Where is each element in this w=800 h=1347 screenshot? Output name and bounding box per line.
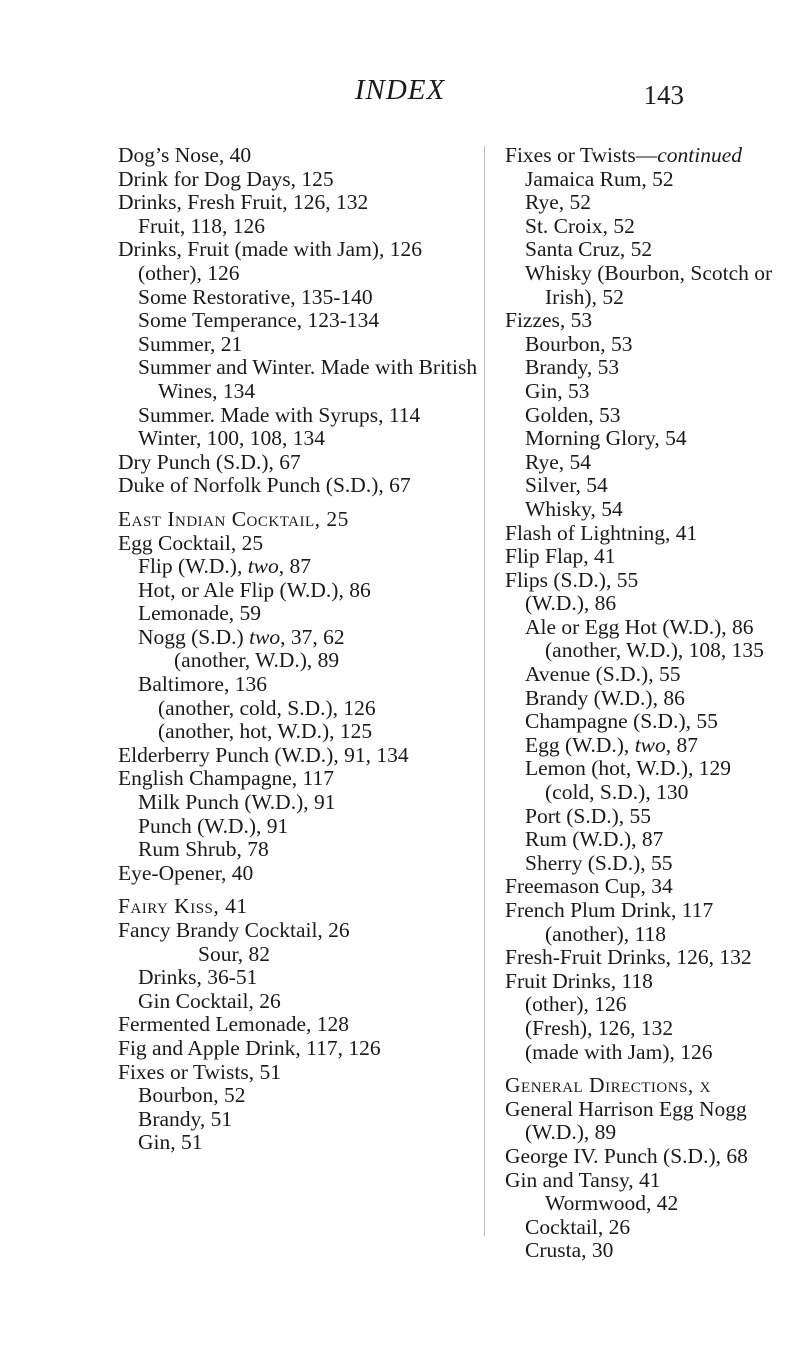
entry-text: Flip (W.D.), xyxy=(138,554,248,579)
index-subentry: Cocktail, 26 xyxy=(525,1214,631,1239)
index-entry: Dog’s Nose, 40 xyxy=(118,143,252,167)
index-subentry: (another), 118 xyxy=(545,921,666,946)
index-subentry xyxy=(118,626,478,650)
index-subentry: Summer and Winter. Made with British Wines, 134 xyxy=(138,355,478,403)
index-subentry: Whisky (Bourbon, Scotch or Irish), 52 xyxy=(525,260,773,309)
index-subentry: Lemon (hot, W.D.), 129 xyxy=(525,756,732,781)
entry-text: Nogg (S.D.) xyxy=(138,624,250,649)
index-entry-heading: East Indian Cocktail, 25 xyxy=(118,506,349,531)
index-subentry: Gin, 51 xyxy=(138,1130,203,1155)
index-subentry: Morning Glory, 54 xyxy=(525,426,687,451)
index-entry: Duke of Norfolk Punch (S.D.), 67 xyxy=(118,473,411,498)
index-subentry: Sherry (S.D.), 55 xyxy=(525,850,673,875)
index-subentry: Some Temperance, 123-134 xyxy=(138,308,380,333)
index-entry: Gin and Tansy, 41 xyxy=(505,1167,661,1192)
index-subentry: (cold, S.D.), 130 xyxy=(545,780,689,805)
index-entry-heading: General Directions, x xyxy=(505,1073,712,1098)
index-subentry: St. Croix, 52 xyxy=(525,213,635,238)
index-entry: Fizzes, 53 xyxy=(505,308,593,333)
entry-italic: two xyxy=(249,624,281,649)
entry-text: , 87 xyxy=(278,554,312,579)
index-subentry: Drinks, 36-51 xyxy=(138,965,258,990)
index-subentry: Milk Punch (W.D.), 91 xyxy=(138,790,336,815)
index-subentry: Summer. Made with Syrups, 114 xyxy=(138,402,421,427)
index-subentry: Summer, 21 xyxy=(138,331,243,356)
index-subentry: Gin, 53 xyxy=(525,378,590,403)
entry-text: Fixes or Twists— xyxy=(505,143,658,167)
index-entry: French Plum Drink, 117 xyxy=(505,898,714,922)
index-subentry: Ale or Egg Hot (W.D.), 86 xyxy=(525,614,754,639)
index-subentry xyxy=(505,734,800,758)
page-header xyxy=(0,74,800,118)
index-subentry: (another, W.D.), 89 xyxy=(174,648,340,673)
index-entry: Flash of Lightning, 41 xyxy=(505,520,698,545)
index-subentry: Silver, 54 xyxy=(525,473,608,498)
index-subentry: Some Restorative, 135-140 xyxy=(138,284,373,309)
index-subentry: (W.D.), 86 xyxy=(525,591,617,616)
index-column-left xyxy=(118,144,478,1155)
index-subentry: (another, W.D.), 108, 135 xyxy=(545,638,764,663)
index-subentry: Jamaica Rum, 52 xyxy=(525,166,674,191)
index-subentry: Sour, 82 xyxy=(198,941,271,966)
index-entry: Drinks, Fresh Fruit, 126, 132 xyxy=(118,190,369,215)
index-subentry: Bourbon, 53 xyxy=(525,331,633,356)
index-entry: Fruit Drinks, 118 xyxy=(505,968,653,993)
index-subentry: Rye, 54 xyxy=(525,449,592,474)
index-subentry: Winter, 100, 108, 134 xyxy=(138,426,325,451)
index-subentry: Brandy (W.D.), 86 xyxy=(525,685,685,710)
index-subentry: (other), 126 xyxy=(525,992,627,1017)
index-subentry: Port (S.D.), 55 xyxy=(525,803,652,828)
index-column-right xyxy=(505,144,800,1263)
index-subentry: Rum (W.D.), 87 xyxy=(525,827,664,852)
entry-italic: continued xyxy=(657,143,742,167)
index-subentry: Bourbon, 52 xyxy=(138,1083,246,1108)
index-entry: Eye-Opener, 40 xyxy=(118,860,254,885)
index-entry: Flips (S.D.), 55 xyxy=(505,567,639,592)
index-subentry: Wormwood, 42 xyxy=(545,1191,679,1216)
index-subentry: Fruit, 118, 126 xyxy=(138,213,266,238)
index-subentry: Lemonade, 59 xyxy=(138,601,261,626)
index-subentry xyxy=(118,555,478,579)
index-subentry: Golden, 53 xyxy=(525,402,621,427)
index-subentry: Hot, or Ale Flip (W.D.), 86 xyxy=(138,577,371,602)
entry-text: , 37, 62 xyxy=(280,624,345,649)
column-divider xyxy=(484,146,485,1236)
index-entry: Fixes or Twists, 51 xyxy=(118,1059,281,1084)
index-entry xyxy=(505,144,800,168)
index-subentry: Gin Cocktail, 26 xyxy=(138,988,281,1013)
index-entry: Fig and Apple Drink, 117, 126 xyxy=(118,1035,381,1060)
page-number: 143 xyxy=(643,80,684,110)
entry-text: Egg (W.D.), xyxy=(525,732,635,757)
index-entry: Fancy Brandy Cocktail, 26 xyxy=(118,918,350,942)
index-subentry: Whisky, 54 xyxy=(525,496,623,521)
entry-italic: two xyxy=(634,732,666,757)
index-entry: Drink for Dog Days, 125 xyxy=(118,166,334,191)
entry-italic: two xyxy=(247,554,279,579)
entry-text: , 87 xyxy=(665,732,699,757)
index-entry: English Champagne, 117 xyxy=(118,766,334,791)
index-subentry: Rum Shrub, 78 xyxy=(138,837,269,862)
index-subentry: Champagne (S.D.), 55 xyxy=(525,709,718,734)
index-entry: Flip Flap, 41 xyxy=(505,544,616,569)
index-entry: Freemason Cup, 34 xyxy=(505,874,673,899)
index-subentry: (another, hot, W.D.), 125 xyxy=(158,719,373,744)
page-title: INDEX xyxy=(354,74,446,106)
index-entry-heading: Fairy Kiss, 41 xyxy=(118,894,248,919)
index-entry: General Harrison Egg Nogg (W.D.), 89 xyxy=(505,1096,747,1145)
index-entry: Elderberry Punch (W.D.), 91, 134 xyxy=(118,742,409,767)
index-subentry: (made with Jam), 126 xyxy=(525,1039,713,1064)
index-subentry: Santa Cruz, 52 xyxy=(525,237,653,262)
index-entry: Fermented Lemonade, 128 xyxy=(118,1012,350,1037)
index-entry: Egg Cocktail, 25 xyxy=(118,530,264,555)
index-subentry: Brandy, 53 xyxy=(525,355,620,380)
index-subentry: (other), 126 xyxy=(138,260,240,285)
index-subentry: Brandy, 51 xyxy=(138,1106,233,1131)
index-subentry: Baltimore, 136 xyxy=(138,672,267,697)
index-subentry: (Fresh), 126, 132 xyxy=(525,1015,674,1040)
index-entry: Dry Punch (S.D.), 67 xyxy=(118,449,301,474)
index-subentry: Rye, 52 xyxy=(525,190,592,215)
index-subentry: Punch (W.D.), 91 xyxy=(138,813,289,838)
index-subentry: (another, cold, S.D.), 126 xyxy=(158,695,376,720)
index-subentry: Avenue (S.D.), 55 xyxy=(525,662,681,687)
index-subentry: Crusta, 30 xyxy=(525,1238,614,1263)
index-entry: Drinks, Fruit (made with Jam), 126 xyxy=(118,237,422,262)
index-entry: George IV. Punch (S.D.), 68 xyxy=(505,1143,748,1168)
index-entry: Fresh-Fruit Drinks, 126, 132 xyxy=(505,945,752,970)
